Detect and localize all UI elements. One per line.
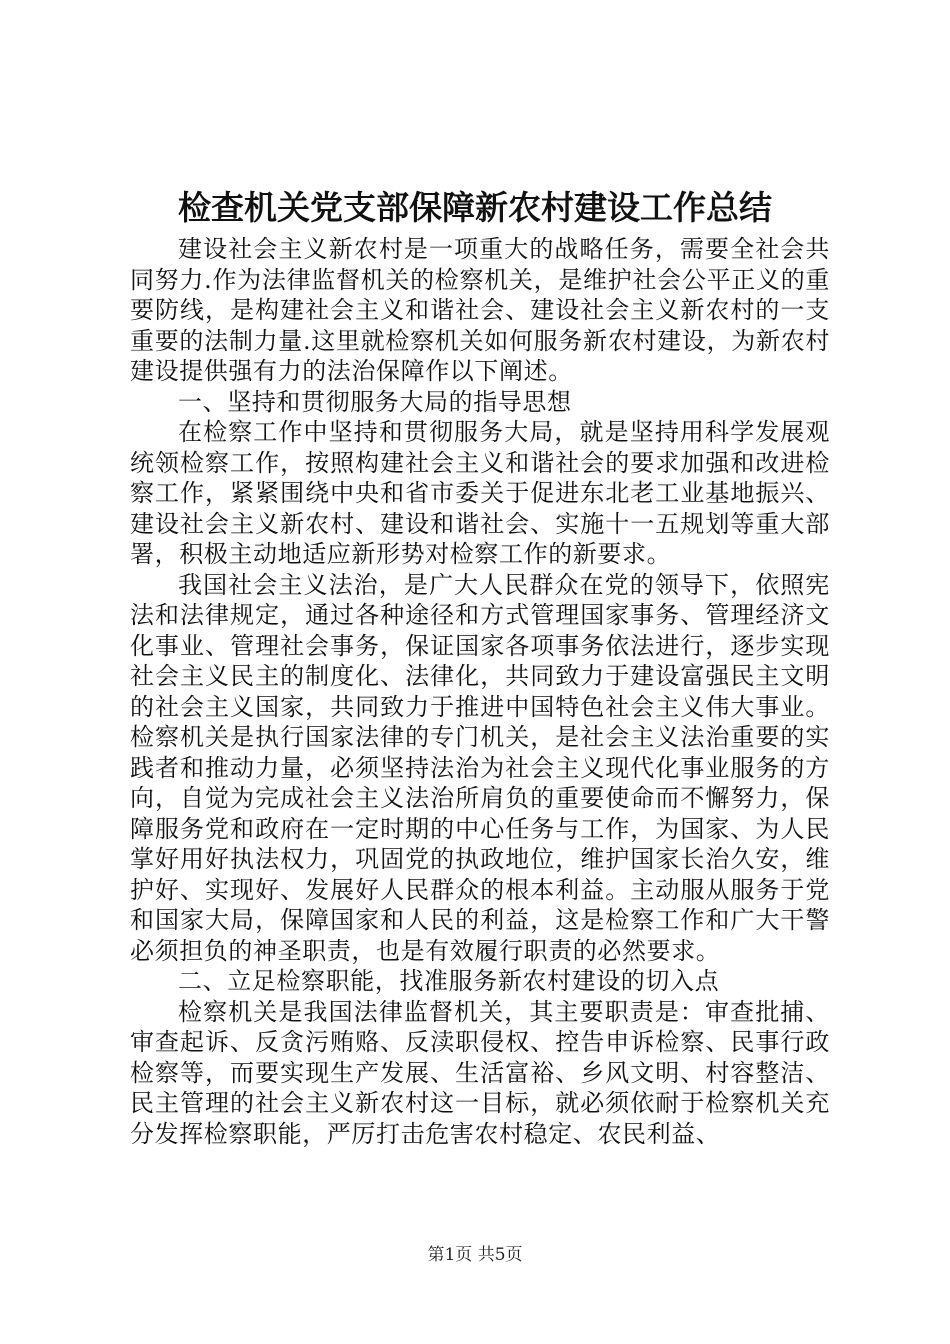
paragraph-section-1b: 我国社会主义法治，是广大人民群众在党的领导下，依照宪法和法律规定，通过各种途径和方式管理国家事务、管理经济文化事业、管理社会事务，保证国家各项事务依法进行，逐步实现社会主义民主的制度化、法律化，共同致力于建设富强民主文明的社会主义国家，共同致力于推进中国特色社会主义伟大事业。检察机关是执行国家法律的专门机关，是社会主义法治重要的实践者和推动力量，必须坚持法治为社会主义现代化事业服务的方向，自觉为完成社会主义法治所肩负的重要使命而不懈努力，保障服务党和政府在一定时期的中心任务与工作，为国家、为人民掌好用好执法权力，巩固党的执政地位，维护国家长治久安，维护好、实现好、发展好人民群众的根本利益。主动服从服务于党和国家大局，保障国家和人民的利益，这是检察工作和广大干警必须担负的神圣职责，也是有效履行职责的必然要求。 [130, 570, 830, 965]
page-number-footer: 第1页 共5页 [427, 1245, 523, 1265]
paragraph-section-1a: 在检察工作中坚持和贯彻服务大局，就是坚持用科学发展观统领检察工作，按照构建社会主义和谐社会的要求加强和改进检察工作，紧紧围绕中央和省市委关于促进东北老工业基地振兴、建设社会主义新农村、建设和谐社会、实施十一五规划等重大部署，积极主动地适应新形势对检察工作的新要求。 [130, 418, 830, 568]
paragraph-intro: 建设社会主义新农村是一项重大的战略任务，需要全社会共同努力.作为法律监督机关的检察机关，是维护社会公平正义的重要防线，是构建社会主义和谐社会、建设社会主义新农村的一支重要的法制力量.这里就检察机关如何服务新农村建设，为新农村建设提供强有力的法治保障作以下阐述。 [130, 235, 830, 385]
section-heading-2: 二、立足检察职能，找准服务新农村建设的切入点 [178, 967, 720, 995]
document-title: 检查机关党支部保障新农村建设工作总结 [178, 188, 772, 227]
section-heading-1: 一、坚持和贯彻服务大局的指导思想 [178, 387, 572, 416]
paragraph-section-2a: 检察机关是我国法律监督机关，其主要职责是：审查批捕、审查起诉、反贪污贿赂、反渎职侵权、控告申诉检察、民事行政检察等，而要实现生产发展、生活富裕、乡风文明、村容整洁、民主管理的社会主义新农村这一目标，就必须依耐于检察机关充分发挥检察职能，严厉打击危害农村稳定、农民利益、 [130, 997, 830, 1148]
document-body [130, 234, 830, 1149]
